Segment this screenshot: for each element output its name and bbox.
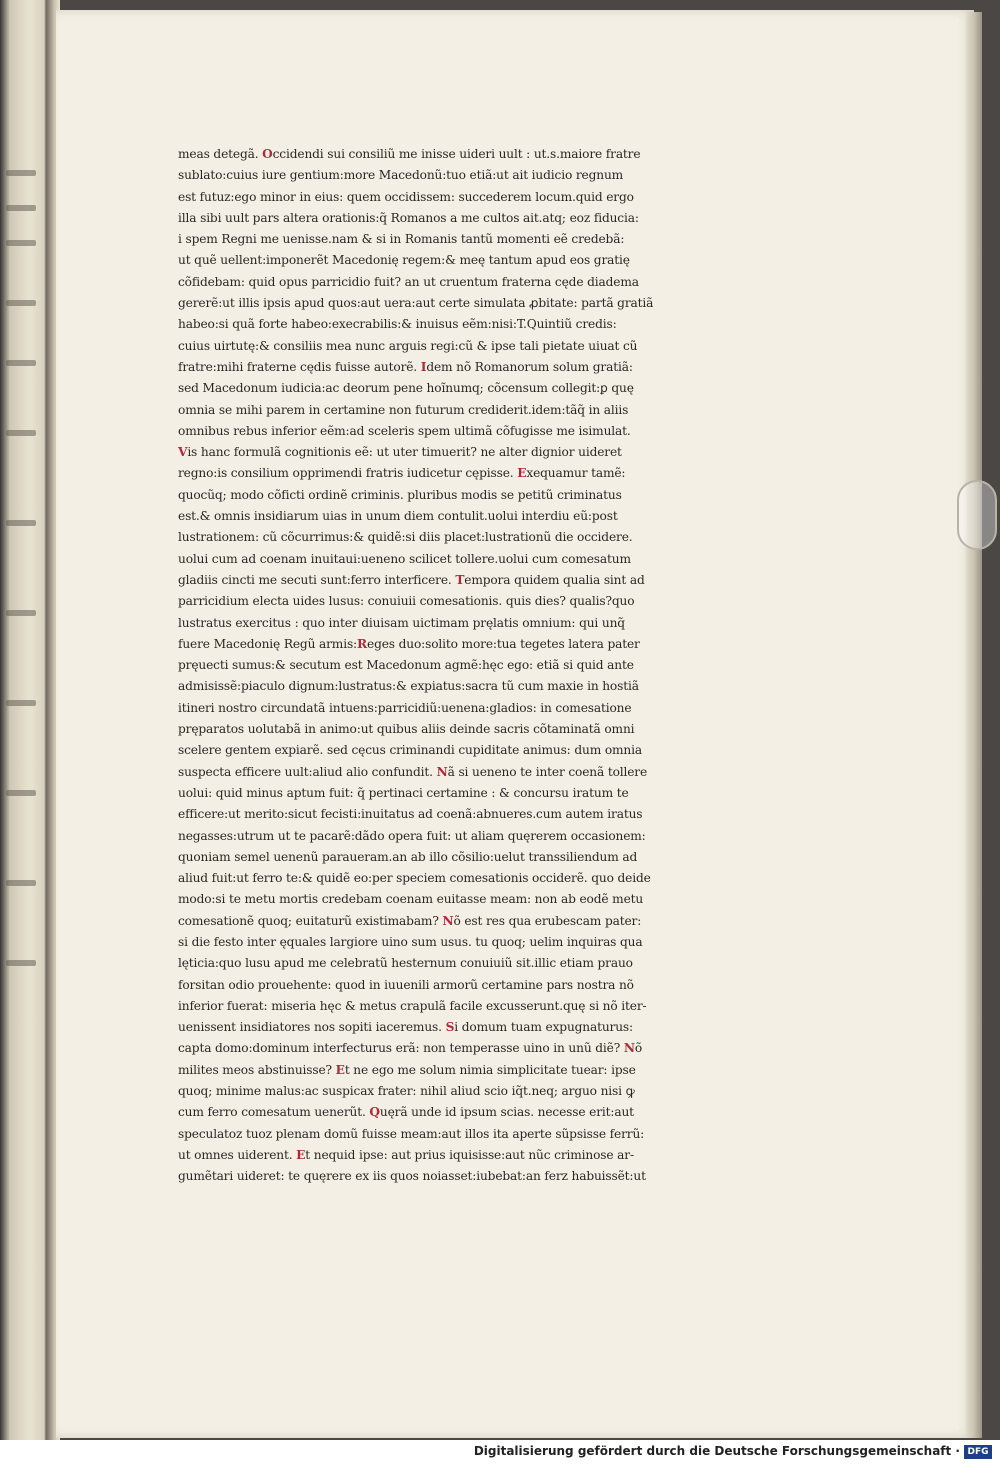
text-line — [178, 208, 718, 229]
text-line — [178, 783, 718, 804]
text-segment: cuius uirtutę:& consiliis mea nunc arguis regi:cũ & ipse tali pietate uiuat cũ — [178, 338, 638, 353]
text-segment: i spem Regni me uenisse.nam & si in Romanis tantũ momenti eẽ credebã: — [178, 232, 625, 247]
text-segment: quoq; minime malus:ac suspicax frater: nihil aliud scio iq̃t.neq; arguo nisi ꝙ — [178, 1084, 635, 1099]
text-line — [178, 698, 718, 719]
text-segment: is hanc formulã cognitionis eẽ: ut uter timuerit? ne alter dignior uideret — [187, 445, 622, 460]
text-line — [178, 527, 718, 548]
text-line — [178, 847, 718, 868]
rubricated-initial: I — [420, 359, 427, 374]
text-line — [178, 272, 718, 293]
text-line — [178, 549, 718, 570]
text-line — [178, 1145, 718, 1166]
text-segment: lęticia:quo lusu apud me celebratũ hesternum conuiuiũ sit.illic etiam prauo — [178, 956, 633, 971]
text-line — [178, 357, 718, 378]
text-line — [178, 996, 718, 1017]
text-segment: parricidium electa uides lusus: conuiuii comesationis. quis dies? qualis?quo — [178, 594, 635, 609]
text-segment: modo:si te metu mortis credebam coenam euitasse meam: non ab eodẽ metu — [178, 892, 644, 907]
text-segment: t nequid ipse: aut prius iquisisse:aut nũc criminose ar- — [305, 1147, 634, 1162]
text-line — [178, 1017, 718, 1038]
rubricated-initial: N — [436, 764, 448, 779]
text-line — [178, 762, 718, 783]
text-segment: lustrationem: cũ cõcurrimus:& quidẽ:si diis placet:lustrationũ die occidere. — [178, 530, 633, 545]
rubricated-initial: R — [357, 636, 367, 651]
text-line — [178, 506, 718, 527]
text-line — [178, 740, 718, 761]
text-line — [178, 144, 718, 165]
text-segment: est.& omnis insidiarum uias in unum diem contulit.uolui interdiu eũ:post — [178, 509, 618, 524]
text-line — [178, 655, 718, 676]
text-line — [178, 442, 718, 463]
text-line — [178, 1102, 718, 1123]
dfg-logo: DFG — [964, 1445, 992, 1459]
text-segment: quocũq; modo cõficti ordinẽ criminis. pluribus modis se petitũ criminatus — [178, 487, 622, 502]
text-segment: habeo:si quã forte habeo:execrabilis:& inuisus eẽm:nisi:T.Quintiũ credis: — [178, 317, 617, 332]
text-segment: uolui: quid minus aptum fuit: q̃ pertinaci certamine : & concursu iratum te — [178, 785, 629, 800]
rubricated-initial: E — [517, 466, 527, 481]
text-column — [178, 144, 718, 1188]
text-line — [178, 250, 718, 271]
text-line — [178, 911, 718, 932]
text-segment: fratre:mihi fraterne cędis fuisse autorẽ. — [178, 359, 421, 374]
rubricated-initial: E — [335, 1062, 345, 1077]
text-line — [178, 314, 718, 335]
text-segment: cõfidebam: quid opus parricidio fuit? an ut cruentum fraterna cęde diadema — [178, 274, 639, 289]
text-segment: pręuecti sumus:& secutum est Macedonum agmẽ:hęc ego: etiã si quid ante — [178, 658, 634, 673]
rubricated-initial: N — [623, 1041, 635, 1056]
text-segment: negasses:utrum ut te pacarẽ:dãdo opera fuit: ut aliam quęrerem occasionem: — [178, 828, 646, 843]
text-segment: speculatoz tuoz plenam domũ fuisse meam:aut illos ita aperte sũpsisse ferrũ: — [178, 1126, 645, 1141]
text-line — [178, 336, 718, 357]
text-segment: aliud fuit:ut ferro te:& quidẽ eo:per speciem comesationis occiderẽ. quo deide — [178, 871, 651, 886]
text-segment: ut omnes uiderent. — [178, 1147, 297, 1162]
text-segment: forsitan odio prouehente: quod in iuuenili armorũ certamine pars nostra nõ — [178, 977, 634, 992]
text-segment: sublato:cuius iure gentium:more Macedonũ:tuo etiã:ut ait iudicio regnum — [178, 168, 624, 183]
text-segment: milites meos abstinuisse? — [178, 1062, 336, 1077]
text-line — [178, 1060, 718, 1081]
text-segment: xequamur tamẽ: — [526, 466, 626, 481]
text-segment: lustratus exercitus : quo inter diuisam uictimam pręlatis omnium: qui unq̃ — [178, 615, 625, 630]
rubricated-initial: T — [455, 572, 465, 587]
text-segment: t ne ego me solum nimia simplicitate tuear: ipse — [344, 1062, 636, 1077]
text-line — [178, 229, 718, 250]
text-segment: scelere gentem expiarẽ. sed cęcus criminandi cupiditate animus: dum omnia — [178, 743, 642, 758]
text-line — [178, 719, 718, 740]
text-line — [178, 826, 718, 847]
rubricated-initial: S — [445, 1020, 455, 1035]
text-line — [178, 1166, 718, 1187]
text-line — [178, 1081, 718, 1102]
rubricated-initial: V — [178, 445, 188, 460]
text-segment: illa sibi uult pars altera orationis:q̃ Romanos a me cultos ait.atq; eoz fiducia: — [178, 210, 639, 225]
text-segment: inferior fuerat: miseria hęc & metus crapulã facile excusserunt.quę si nõ iter- — [178, 998, 647, 1013]
page-clip — [957, 480, 997, 550]
rubricated-initial: Q — [369, 1105, 380, 1120]
text-line — [178, 400, 718, 421]
text-segment: est futuz:ego minor in eius: quem occidissem: succederem locum.quid ergo — [178, 189, 634, 204]
text-segment: ã si ueneno te inter coenã tollere — [447, 764, 648, 779]
text-segment: uenissent insidiatores nos sopiti iaceremus. — [178, 1020, 446, 1035]
text-segment: uęrã unde id ipsum scias. necesse erit:aut — [379, 1105, 634, 1120]
text-line — [178, 421, 718, 442]
text-line — [178, 1124, 718, 1145]
text-line — [178, 591, 718, 612]
text-line — [178, 932, 718, 953]
text-segment: omnibus rebus inferior eẽm:ad sceleris spem ultimã cõfugisse me isimulat. — [178, 423, 631, 438]
text-line — [178, 889, 718, 910]
text-line — [178, 165, 718, 186]
rubricated-initial: E — [296, 1147, 306, 1162]
text-segment: pręparatos uolutabã in animo:ut quibus aliis deinde sacris cõtaminatã omni — [178, 722, 635, 737]
text-segment: empora quidem qualia sint ad — [464, 572, 645, 587]
text-line — [178, 570, 718, 591]
text-line — [178, 293, 718, 314]
text-line — [178, 187, 718, 208]
text-segment: sed Macedonum iudicia:ac deorum pene hoĩnumq; cõcensum collegit:ꝑ quę — [178, 381, 634, 396]
text-segment: fuere Macedonię Regũ armis: — [178, 636, 358, 651]
text-segment: omnia se mihi parem in certamine non futurum crediderit.idem:tãq̃ in aliis — [178, 402, 629, 417]
page-edge — [966, 12, 982, 1438]
text-segment: i domum tuam expugnaturus: — [454, 1020, 633, 1035]
text-line — [178, 1038, 718, 1059]
text-segment: cum ferro comesatum uenerũt. — [178, 1105, 370, 1120]
text-line — [178, 613, 718, 634]
text-segment: dem nõ Romanorum solum gratiã: — [426, 359, 633, 374]
text-segment: si die festo inter ęquales largiore uino sum usus. tu quoq; uelim inquiras qua — [178, 934, 643, 949]
text-segment: gererẽ:ut illis ipsis apud quos:aut uera:aut certe simulata ꝓbitate: partã gratiã — [178, 296, 654, 311]
text-segment: gladiis cincti me secuti sunt:ferro interficere. — [178, 572, 456, 587]
text-segment: suspecta efficere uult:aliud alio confundit. — [178, 764, 437, 779]
text-segment: quoniam semel uenenũ paraueram.an ab illo cõsilio:uelut transsiliendum ad — [178, 849, 638, 864]
text-segment: õ est res qua erubescam pater: — [453, 913, 642, 928]
text-segment: admisissẽ:piaculo dignum:lustratus:& expiatus:sacra tũ cum maxie in hostiã — [178, 679, 639, 694]
rubricated-initial: O — [262, 147, 273, 161]
text-line — [178, 676, 718, 697]
text-segment: ccidendi sui consiliũ me inisse uideri uult : ut.s.maiore fratre — [272, 147, 641, 161]
text-line — [178, 463, 718, 484]
footer-bar — [0, 1440, 1000, 1466]
text-segment: efficere:ut merito:sicut fecisti:inuitatus ad coenã:abnueres.cum autem iratus — [178, 807, 643, 822]
text-line — [178, 634, 718, 655]
text-segment: meas detegã. — [178, 147, 263, 161]
text-segment: eges duo:solito more:tua tegetes latera pater — [367, 636, 640, 651]
facing-page-edge — [0, 0, 46, 1440]
text-line — [178, 868, 718, 889]
rubricated-initial: N — [442, 913, 454, 928]
funding-credit: Digitalisierung gefördert durch die Deutsche Forschungsgemeinschaft · — [473, 1444, 960, 1458]
text-segment: õ — [634, 1041, 642, 1056]
text-line — [178, 378, 718, 399]
text-segment: capta domo:dominum interfecturus erã: non temperasse uino in unũ diẽ? — [178, 1041, 624, 1056]
text-segment: ut quẽ uellent:imponerẽt Macedonię regem:& meę tantum apud eos gratię — [178, 253, 630, 268]
text-line — [178, 485, 718, 506]
text-line — [178, 953, 718, 974]
text-segment: comesationẽ quoq; euitaturũ existimabam? — [178, 913, 443, 928]
text-line — [178, 804, 718, 825]
text-line — [178, 975, 718, 996]
text-segment: itineri nostro circundatã intuens:parricidiũ:uenena:gladios: in comesatione — [178, 700, 632, 715]
text-segment: regno:is consilium opprimendi fratris iudicetur cępisse. — [178, 466, 518, 481]
text-segment: gumẽtari uideret: te quęrere ex iis quos noiasset:iubebat:an ferz habuissẽt:ut — [178, 1169, 646, 1184]
text-segment: uolui cum ad coenam inuitaui:ueneno scilicet tollere.uolui cum comesatum — [178, 551, 631, 566]
